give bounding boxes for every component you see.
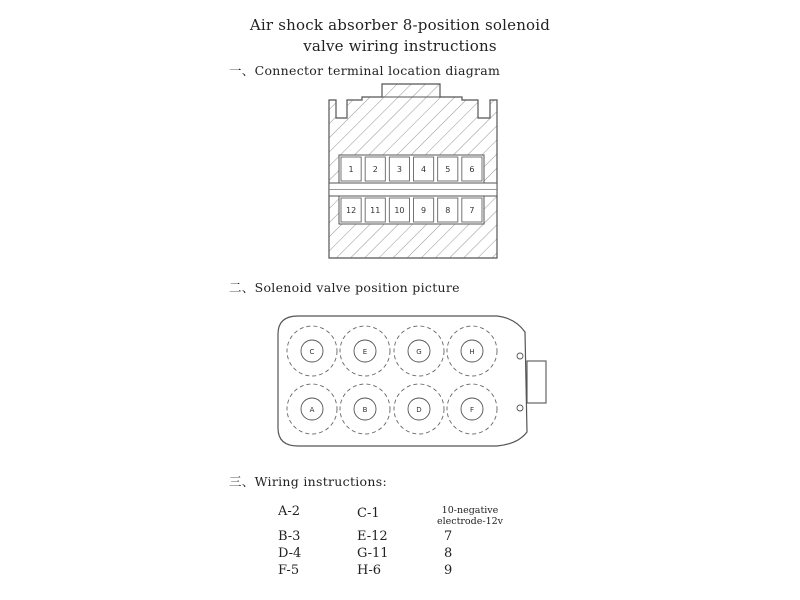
section-connector-heading: 一、Connector terminal location diagram [229,63,501,78]
wiring-col2-item: C-1 [357,506,380,521]
valve-label: C [309,348,315,356]
terminal-label: 3 [396,165,402,174]
terminal-5 [438,157,458,181]
terminal-label: 9 [421,206,427,215]
terminal-3 [389,157,409,181]
terminal-1 [341,157,361,181]
wiring-col3-item: 7 [444,529,453,544]
terminal-7 [462,198,482,222]
terminal-label: 4 [421,165,427,174]
wiring-col1-item: B-3 [278,529,301,544]
negative-note-line-1: 10-negative [441,505,499,516]
terminal-12 [341,198,361,222]
wiring-col2-item: G-11 [357,546,389,561]
wiring-col1-item: F-5 [278,563,300,578]
valve-block [278,316,546,446]
terminal-label: 11 [370,206,381,215]
valve-label: F [469,406,475,414]
terminal-label: 5 [445,165,451,174]
title-line-1: Air shock absorber 8-position solenoid [249,16,551,34]
terminal-11 [365,198,385,222]
terminal-10 [389,198,409,222]
terminal-6 [462,157,482,181]
terminal-label: 10 [394,206,405,215]
wiring-col3-item: 8 [444,546,453,561]
terminal-label: 12 [345,206,357,215]
valve-label: E [362,348,368,356]
terminal-label: 8 [445,206,451,215]
terminal-9 [414,198,434,222]
negative-note [430,505,510,527]
terminal-label: 2 [372,165,378,174]
wiring-col2-item: H-6 [357,563,382,578]
terminal-2 [365,157,385,181]
valve-label: B [362,406,368,414]
section-valve-heading: 二、Solenoid valve position picture [229,280,460,295]
negative-note-line-2: electrode-12v [436,516,504,527]
wiring-col3-item: 9 [444,563,453,578]
wiring-col1-item: D-4 [278,546,302,561]
terminal-label: 7 [469,206,475,215]
valve-label: G [416,348,422,356]
terminal-8 [438,198,458,222]
terminal-label: 6 [469,165,475,174]
section-wiring-heading: 三、Wiring instructions: [229,474,387,489]
wiring-col2-item: E-12 [357,529,388,544]
terminal-4 [414,157,434,181]
valve-label: A [309,406,315,414]
title-line-2: valve wiring instructions [303,37,497,55]
wiring-col1-item: A-2 [278,504,301,519]
valve-label: D [416,406,422,414]
terminal-label: 1 [348,165,354,174]
valve-label: H [469,348,475,356]
